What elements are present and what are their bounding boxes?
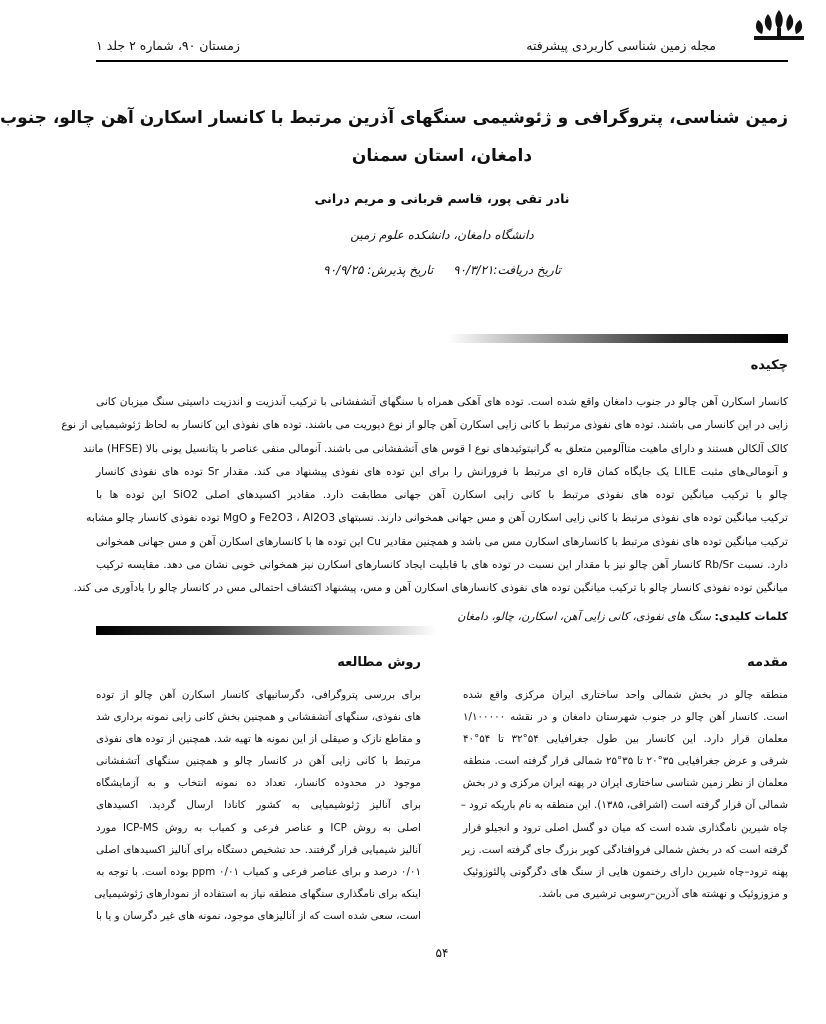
section-divider-bottom [96,626,436,635]
methods-line: مرتبط با کانی زایی آهن در کانسار چالو و همچنین سنگهای آتشفشانی [96,755,421,768]
intro-line: گرفته است که در بخش شمالی فروافتادگی کویر بزرگ جای گرفته است. زیر [461,843,788,856]
journal-title: مجله زمین شناسی کاربردی پیشرفته [526,38,716,53]
methods-body [96,688,421,931]
abstract-line: زایی در این کانسار می باشند. توده های نفوذی مرتبط با کانی زایی اسکارن آهن چالو از نوع دیوریت می باشند. توده های نفوذی این کانسار به لحاظ ژئوشیمیایی از نوع [61,419,788,432]
methods-line: موجود در محدوده کانسار، تعداد ده نمونه انتخاب و به آزمایشگاه [96,777,421,790]
abstract-line: کانسار اسکارن آهن چالو در جنوب دامغان واقع شده است. توده های آهکی همراه با سنگهای آتشفشانی با ترکیب آندزیت و اندزیت داسیتی سنگ میزبان کانی [96,396,788,408]
methods-line: برای بررسی پتروگرافی، دگرسانیهای کانسار اسکارن آهن چالو از توده [96,689,421,701]
intro-line: پهنه ترود–چاه شیرین دارای رخنمون هایی از سنگ های دگرگونی پالئوزوئیک [463,865,788,878]
abstract-line: ترکیب میانگین توده های نفوذی مرتبط با کانسارهای اسکارن مس می باشد و همچنین مقادیر Cu این توده ها با کانسارهای اسکارن آهن و مس جهانی همخوانی [96,535,788,548]
intro-line: معلمان قرار دارد. این کانسار بین طول جغرافیایی ۵۴°۳۲ تا ۵۴°۴۰ [463,733,788,746]
abstract-line: و آنومالی‌های مثبت LILE یک جایگاه کمان قاره ای مرتبط با فرورانش را برای این توده های نفوذی پیشنهاد می کند. مقدار Sr توده های نفوذی کانسار [96,465,788,478]
abstract-line: دارد. نسبت Rb/Sr کانسار آهن چالو نیز با مقدار این نسبت در توده های با قابلیت ایجاد کانسارهای اسکارن نیز همخوانی خوبی نشان می دهد. مقایسه ترکیب [96,559,788,572]
accepted-date: تاریخ پذیرش: ۹۰/۹/۲۵ [323,263,434,277]
intro-line: و مزوزوئیک و نهشته های آذرین–رسوبی ترشیری می باشد. [538,887,788,900]
methods-line: است، سعی شده است که از آنالیزهای موجود، نمونه های غیر دگرسان و یا با [96,909,421,922]
intro-line: منطقه چالو در بخش شمالی واحد ساختاری ایران مرکزی واقع شده [463,689,788,701]
university-logo-icon [744,6,814,58]
abstract-line: ترکیب میانگین توده های نفوذی مرتبط با کانی زایی اسکارن آهن و مس جهانی همخوانی دارند. نسبتهای Fe2O3 ، Al2O3 و MgO توده نفوذی کانسار چالو مشابه [86,512,788,525]
introduction-heading: مقدمه [747,655,788,670]
abstract-line: میانگین توده نفوذی کانسار چالو با ترکیب میانگین توده های نفوذی کانسارهای اسکارن آهن و مس، پیشنهاد اکتشاف احتمالی مس در کانسار چالو را یادآوری می کند. [73,582,788,595]
methods-line: اینکه برای نامگذاری سنگهای منطقه نیاز به استفاده از نمودارهای ژئوشیمیایی [94,887,421,900]
header-rule [96,60,788,62]
keywords-text: سنگ های نفوذی، کانی زایی آهن، اسکارن، چالو، دامغان [457,610,711,623]
methods-line: ۰/۰۱ درصد و برای عناصر فرعی و کمیاب ۰/۰۱ ppm بوده است. با توجه به [96,865,421,878]
article-dates [96,263,788,277]
page-number: ۵۴ [435,946,449,960]
methods-line: و مقاطع نازک و صیقلی از این نمونه ها تهیه شد. همچنین از توده های نفوذی [96,733,421,746]
intro-line: شمالی آن قرار گرفته است (اشراقی، ۱۳۸۵). این منطقه به نام باریکه ترود – [460,799,788,812]
intro-line: معلمان از نظر زمین شناسی ساختاری ایران در پهنه ایران مرکزی و در بخش [462,777,788,790]
abstract-body [61,394,789,604]
intro-line: شرقی و عرض جغرافیایی ۳۵°۲۰ تا ۳۵°۲۵ شمالی قرار گرفته است. منطقه [463,755,788,768]
methods-line: های نفوذی، سنگهای آتشفشانی و همچنین بخش کانی زایی نمونه برداری شد [96,711,421,724]
abstract-line: چالو با ترکیب میانگین توده های نفوذی مرتبط با کانی زایی اسکارن آهن جهانی مطابقت دارد. مقادیر اکسیدهای اصلی SiO2 این توده ها با [96,489,789,502]
article-title-line-2: دامغان، استان سمنان [351,146,533,166]
affiliation: دانشگاه دامغان، دانشکده علوم زمین [350,228,534,242]
authors: نادر تقی پور، قاسم قربانی و مریم درانی [314,191,570,206]
methods-line: آنالیز شیمیایی قرار گرفتند. حد تشخیص دستگاه برای آنالیز اکسیدهای اصلی [96,843,421,856]
methods-line: برای آنالیز ژئوشیمیایی به کشور کانادا ارسال گردید. اکسیدهای [96,799,421,812]
received-date: تاریخ دریافت:۹۰/۳/۲۱ [453,263,561,277]
keywords [457,610,788,623]
intro-line: چاه شیرین نامگذاری شده است که میان دو گسل اصلی ترود و انجیلو قرار [463,821,788,834]
intro-line: است. کانسار آهن چالو در جنوب شهرستان دامغان و در نقشه ۱/۱۰۰۰۰۰ [463,711,788,724]
issue-info: زمستان ۹۰، شماره ۲ جلد ۱ [96,38,240,53]
abstract-line: کالک آلکالن هستند و دارای ماهیت متاآلومین متعلق به گرانیتوئیدهای نوع I قوس های آتشفشانی می باشند. آنومالی منفی عناصر با پتانسیل یونی بالا (HFSE) مانند [82,442,788,455]
abstract-heading: چکیده [750,358,788,373]
article-title-line-1: زمین شناسی، پتروگرافی و ژئوشیمی سنگهای آذرین مرتبط با کانسار اسکارن آهن چالو، جنوب [0,108,788,128]
section-divider-top [448,334,788,343]
methods-line: اصلی به روش ICP و عناصر فرعی و کمیاب به روش ICP-MS مورد [96,821,421,834]
methods-heading: روش مطالعه [337,655,421,670]
keywords-label: کلمات کلیدی: [714,610,788,623]
introduction-body [460,688,788,909]
